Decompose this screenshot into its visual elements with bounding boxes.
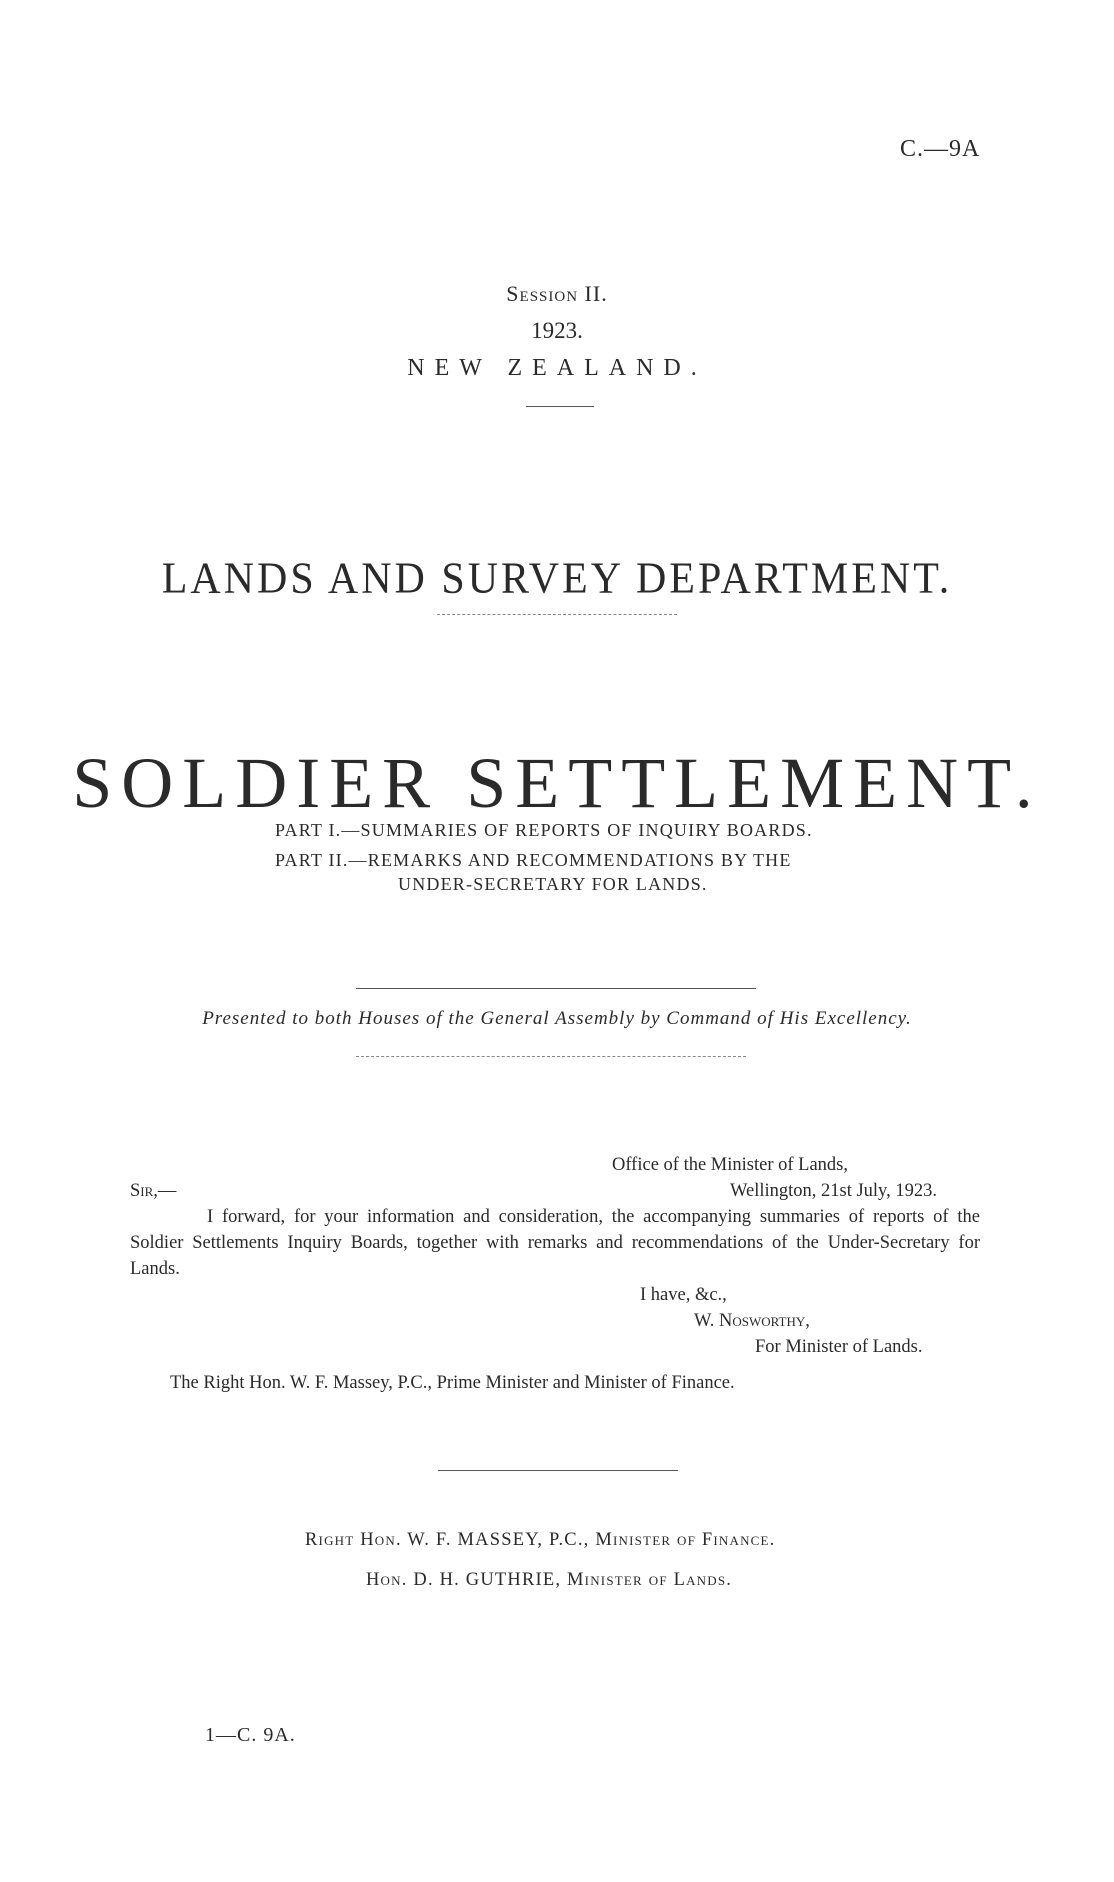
department-heading: LANDS AND SURVEY DEPARTMENT. <box>161 554 953 604</box>
divider-rule <box>526 406 594 407</box>
letter-office: Office of the Minister of Lands, <box>612 1155 848 1175</box>
divider-rule <box>356 1056 746 1057</box>
part-two-line: PART II.—REMARKS AND RECOMMENDATIONS BY THE <box>275 850 792 870</box>
divider-rule <box>438 1470 678 1471</box>
minister-line-lands: Hon. D. H. GUTHRIE, Minister of Lands. <box>366 1570 733 1590</box>
year-label: 1923. <box>531 318 583 343</box>
footer-reference: 1—C. 9A. <box>205 1724 296 1746</box>
session-label <box>0 281 1114 307</box>
session-initial: S <box>506 281 520 306</box>
divider-rule <box>437 614 677 615</box>
letter-date: Wellington, 21st July, 1923. <box>730 1181 937 1201</box>
presented-line: Presented to both Houses of the General Assembly by Command of His Excellency. <box>202 1008 912 1029</box>
country-label: NEW ZEALAND. <box>407 355 707 381</box>
letter-body: I forward, for your information and consideration, the accompanying summaries of reports of the Soldier Settlements Inquiry Boards, together with remarks and recommendations of the Under-Secretary for Lands. <box>130 1207 980 1279</box>
part-one-line: PART I.—SUMMARIES OF REPORTS OF INQUIRY BOARDS. <box>275 820 813 840</box>
letter-addressee: The Right Hon. W. F. Massey, P.C., Prime Minister and Minister of Finance. <box>170 1373 735 1393</box>
divider-rule <box>356 988 756 989</box>
part-two-continuation: UNDER-SECRETARY FOR LANDS. <box>398 874 708 894</box>
letter-closing: I have, &c., <box>640 1285 727 1305</box>
main-title: SOLDIER SETTLEMENT. <box>72 743 1042 823</box>
minister-line-finance: Right Hon. W. F. MASSEY, P.C., Minister of Finance. <box>305 1530 776 1550</box>
document-reference: C.—9A <box>900 136 981 162</box>
letter-salutation: Sir,— <box>130 1181 177 1201</box>
letter-signatory: W. Nosworthy, <box>694 1311 810 1331</box>
letter-signatory-role: For Minister of Lands. <box>755 1337 923 1357</box>
session-word <box>506 281 578 306</box>
session-number: II. <box>584 281 608 306</box>
session-rest: ession <box>519 281 579 306</box>
